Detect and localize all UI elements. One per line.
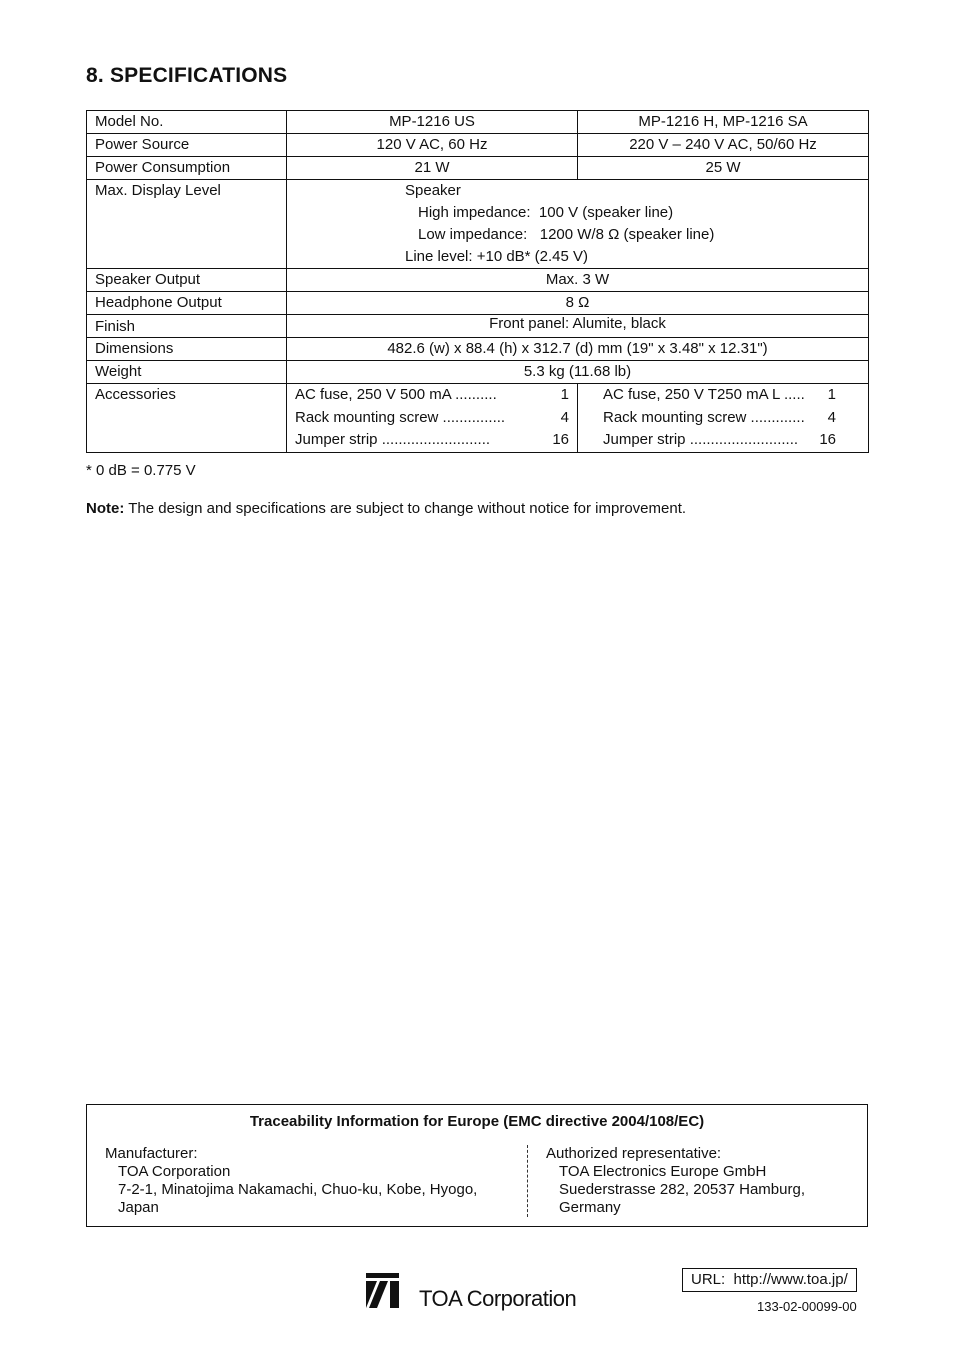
- table-row: [87, 111, 869, 134]
- list-item: [295, 407, 569, 430]
- table-row: [87, 384, 869, 453]
- row-label: Max. Display Level: [87, 180, 287, 269]
- table-row: [87, 134, 869, 157]
- accessory-item: Rack mounting screw ...............: [295, 408, 506, 426]
- row-label: Weight: [87, 361, 287, 384]
- cell-weight: 5.3 kg (11.68 lb): [287, 361, 869, 384]
- max-display-line: High impedance: 100 V (speaker line): [418, 204, 674, 221]
- table-row: [87, 315, 869, 338]
- accessory-qty: 1: [827, 386, 836, 403]
- url-box: URL: http://www.toa.jp/: [682, 1268, 857, 1292]
- accessory-item: Jumper strip ..........................: [295, 431, 491, 448]
- list-item: [295, 384, 569, 407]
- accessory-item: AC fuse, 250 V T250 mA L .....: [603, 386, 805, 403]
- representative-block: [546, 1145, 846, 1217]
- representative-line: Germany: [559, 1199, 621, 1216]
- note-text: The design and specifications are subject to change without notice for improvement.: [124, 500, 687, 517]
- traceability-box: [86, 1104, 868, 1227]
- cell-speaker-output: Max. 3 W: [287, 269, 869, 292]
- cell-power-source-us: 120 V AC, 60 Hz: [287, 134, 578, 157]
- cell-power-source-h-sa: 220 V – 240 V AC, 50/60 Hz: [578, 134, 869, 157]
- accessory-qty: 1: [560, 386, 569, 403]
- traceability-title: Traceability Information for Europe (EMC directive 2004/108/EC): [249, 1113, 705, 1130]
- row-label: Accessories: [87, 384, 287, 453]
- list-item: [603, 384, 836, 407]
- cell-finish: Front panel: Alumite, black: [287, 315, 869, 338]
- max-display-line: Line level: +10 dB* (2.45 V): [405, 248, 589, 265]
- row-label: Speaker Output: [87, 269, 287, 292]
- manufacturer-line: TOA Corporation: [118, 1163, 231, 1180]
- row-label: Dimensions: [87, 338, 287, 361]
- manufacturer-block: [105, 1145, 505, 1217]
- manufacturer-label: Manufacturer:: [105, 1145, 198, 1162]
- max-display-line: Speaker: [405, 182, 461, 199]
- manufacturer-line: 7-2-1, Minatojima Nakamachi, Chuo-ku, Kobe, Hyogo,: [118, 1181, 478, 1198]
- footnote: * 0 dB = 0.775 V: [86, 462, 196, 479]
- row-label: Power Consumption: [87, 157, 287, 180]
- cell-max-display: [287, 180, 869, 269]
- accessory-qty: 16: [552, 431, 569, 448]
- list-item: [603, 429, 836, 452]
- max-display-line: Low impedance: 1200 W/8 Ω (speaker line): [418, 226, 715, 243]
- company-logo-text: TOA Corporation: [419, 1286, 577, 1311]
- row-label: Finish: [87, 315, 287, 338]
- divider: [527, 1145, 528, 1217]
- row-label: Model No.: [87, 111, 287, 134]
- accessory-qty: 4: [560, 408, 569, 426]
- note: [86, 500, 686, 517]
- accessory-item: AC fuse, 250 V 500 mA ..........: [295, 386, 497, 403]
- representative-label: Authorized representative:: [546, 1145, 722, 1162]
- cell-headphone-output: 8 Ω: [287, 292, 869, 315]
- list-item: [295, 429, 569, 452]
- table-row: [87, 157, 869, 180]
- table-row: [87, 338, 869, 361]
- table-row: [87, 269, 869, 292]
- accessory-qty: 4: [827, 408, 836, 426]
- cell-model-us: MP-1216 US: [287, 111, 578, 134]
- list-item: [603, 407, 836, 430]
- manufacturer-line: Japan: [118, 1199, 159, 1216]
- toa-logo-icon: [364, 1273, 400, 1309]
- representative-line: TOA Electronics Europe GmbH: [559, 1163, 767, 1180]
- cell-dimensions: 482.6 (w) x 88.4 (h) x 312.7 (d) mm (19" x 3.48" x 12.31"): [287, 338, 869, 361]
- document-number: 133-02-00099-00: [757, 1299, 857, 1314]
- cell-accessories-us: [287, 384, 578, 453]
- accessory-item: Rack mounting screw .............: [603, 408, 805, 426]
- specifications-table: [86, 110, 869, 453]
- representative-line: Suederstrasse 282, 20537 Hamburg,: [559, 1181, 805, 1198]
- note-label: Note:: [86, 500, 125, 517]
- accessory-qty: 16: [819, 431, 836, 448]
- table-row: [87, 292, 869, 315]
- cell-accessories-h-sa: [578, 384, 869, 453]
- accessory-item: Jumper strip ..........................: [603, 431, 799, 448]
- cell-model-h-sa: MP-1216 H, MP-1216 SA: [578, 111, 869, 134]
- cell-power-consumption-h-sa: 25 W: [578, 157, 869, 180]
- cell-power-consumption-us: 21 W: [287, 157, 578, 180]
- table-row: [87, 180, 869, 269]
- row-label: Headphone Output: [87, 292, 287, 315]
- row-label: Power Source: [87, 134, 287, 157]
- page-title: 8. SPECIFICATIONS: [86, 64, 288, 87]
- table-row: [87, 361, 869, 384]
